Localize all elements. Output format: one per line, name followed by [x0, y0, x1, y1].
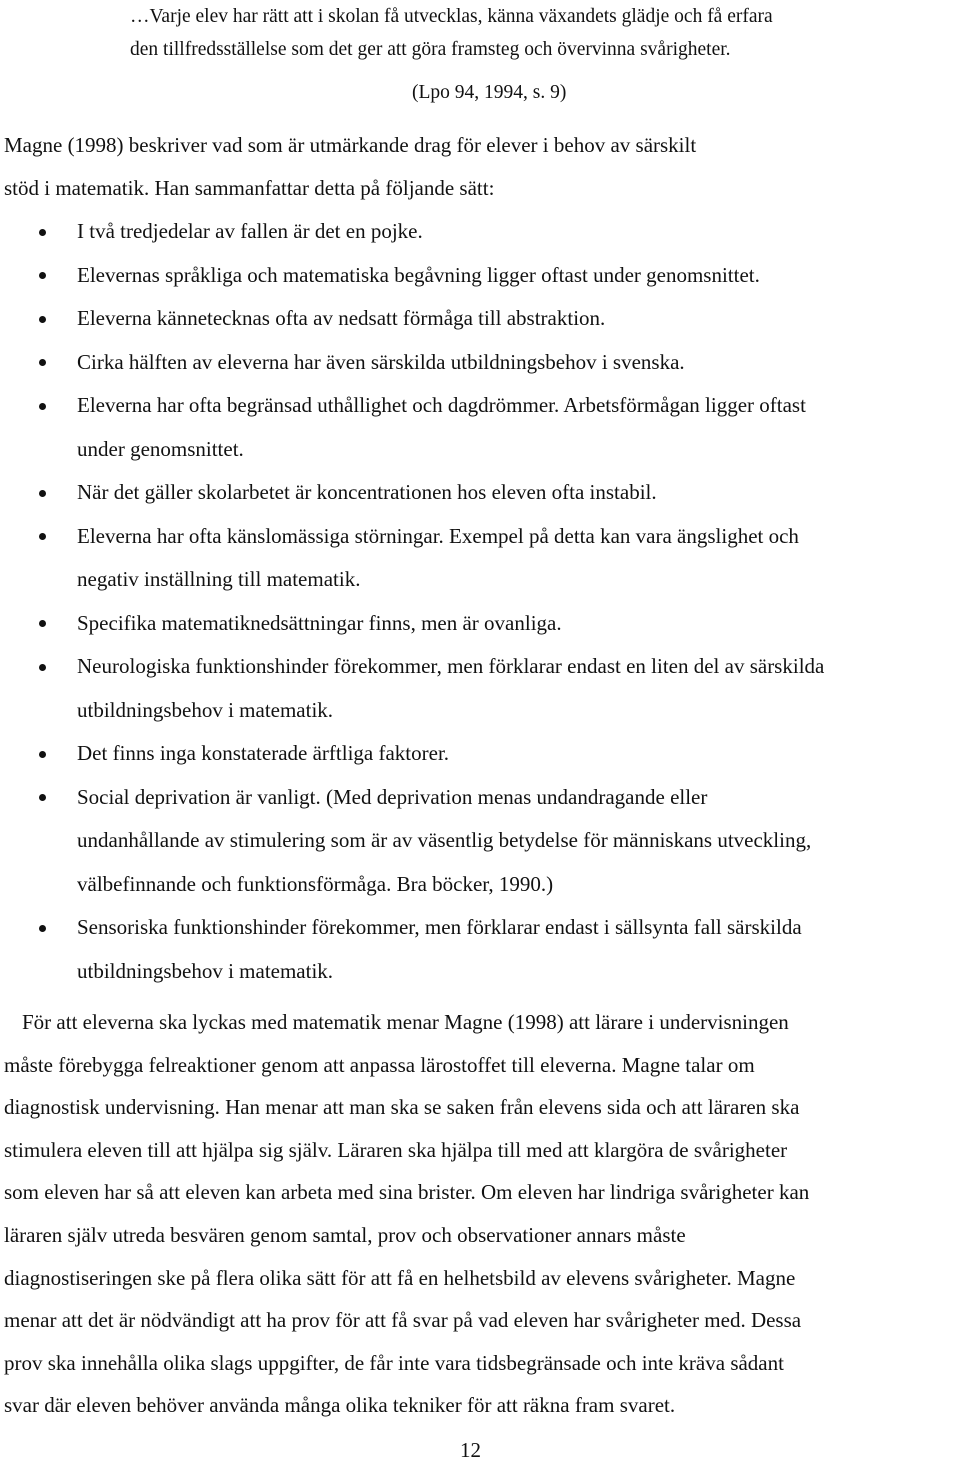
bullet-icon: [39, 533, 46, 540]
paragraph-line: läraren själv utreda besvären genom samtal, prov och observationer annars måste: [4, 1222, 686, 1247]
paragraph-line: För att eleverna ska lyckas med matematik menar Magne (1998) att lärare i undervisningen: [22, 1010, 789, 1034]
intro-line: stöd i matematik. Han sammanfattar detta på följande sätt:: [4, 175, 495, 200]
bullet-item: [0, 645, 960, 732]
bullet-text: Elevernas språkliga och matematiska begåvning ligger oftast under genomsnittet.: [77, 262, 760, 287]
bullet-icon: [39, 316, 46, 323]
bullet-icon: [39, 620, 46, 627]
bullet-item: [0, 297, 960, 341]
bullet-item: [0, 384, 960, 471]
bullet-text: undanhållande av stimulering som är av väsentlig betydelse för människans utveckling,: [77, 828, 812, 852]
bullet-text: negativ inställning till matematik.: [77, 567, 361, 591]
bullet-item: [0, 210, 960, 254]
quote-line: …Varje elev har rätt att i skolan få utvecklas, känna växandets glädje och få erfara: [130, 6, 773, 27]
intro-paragraph: [4, 124, 954, 209]
paragraph-line: prov ska innehålla olika slags uppgifter, de får inte vara tidsbegränsade och inte kräva sådant: [4, 1350, 784, 1375]
bullet-icon: [39, 751, 46, 758]
bullet-text: Neurologiska funktionshinder förekommer, men förklarar endast en liten del av särskilda: [77, 654, 825, 678]
bullet-item: [0, 341, 960, 385]
bullet-list: [0, 210, 960, 993]
bullet-text: Eleverna kännetecknas ofta av nedsatt förmåga till abstraktion.: [77, 306, 606, 330]
bullet-text: I två tredjedelar av fallen är det en pojke.: [77, 219, 423, 243]
bullet-icon: [39, 229, 46, 236]
bullet-text: När det gäller skolarbetet är koncentrationen hos eleven ofta instabil.: [77, 480, 657, 504]
body-paragraph: [4, 1001, 960, 1427]
bullet-text: utbildningsbehov i matematik.: [77, 697, 334, 722]
intro-line: Magne (1998) beskriver vad som är utmärkande drag för elever i behov av särskilt: [4, 133, 697, 157]
paragraph-line: måste förebygga felreaktioner genom att anpassa lärostoffet till eleverna. Magne talar om: [4, 1052, 755, 1077]
bullet-icon: [39, 794, 46, 801]
bullet-item: [0, 254, 960, 298]
bullet-icon: [39, 272, 46, 279]
bullet-icon: [39, 403, 46, 410]
bullet-item: [0, 602, 960, 646]
paragraph-line: svar där eleven behöver använda många olika tekniker för att räkna fram svaret.: [4, 1393, 676, 1418]
bullet-icon: [39, 490, 46, 497]
bullet-text: under genomsnittet.: [77, 436, 244, 461]
bullet-text: Det finns inga konstaterade ärftliga faktorer.: [77, 741, 450, 765]
page-number: 12: [460, 1438, 481, 1462]
bullet-item: [0, 906, 960, 993]
paragraph-line: diagnostisk undervisning. Han menar att man ska se saken från elevens sida och att läraren ska: [4, 1095, 800, 1120]
bullet-text: Eleverna har ofta begränsad uthållighet och dagdrömmer. Arbetsförmågan ligger oftast: [77, 393, 806, 417]
bullet-item: [0, 471, 960, 515]
paragraph-line: som eleven har så att eleven kan arbeta med sina brister. Om eleven har lindriga svårigheter kan: [4, 1180, 810, 1205]
bullet-text: Sensoriska funktionshinder förekommer, men förklarar endast i sällsynta fall särskilda: [77, 915, 802, 939]
bullet-text: Cirka hälften av eleverna har även särskilda utbildningsbehov i svenska.: [77, 349, 685, 374]
paragraph-line: diagnostiseringen ske på flera olika sätt för att få en helhetsbild av elevens svårigheter. Magne: [4, 1265, 796, 1290]
bullet-text: välbefinnande och funktionsförmåga. Bra böcker, 1990.): [77, 871, 554, 896]
block-quote: [130, 0, 890, 66]
quote-line: den tillfredsställelse som det ger att göra framsteg och övervinna svårigheter.: [130, 39, 731, 60]
bullet-icon: [39, 359, 46, 366]
bullet-icon: [39, 925, 46, 932]
paragraph-line: menar att det är nödvändigt att ha prov för att få svar på vad eleven har svårigheter med. Dessa: [4, 1308, 802, 1333]
bullet-item: [0, 515, 960, 602]
paragraph-line: stimulera eleven till att hjälpa sig själv. Läraren ska hjälpa till med att klargöra de svårigheter: [4, 1137, 788, 1162]
bullet-text: utbildningsbehov i matematik.: [77, 958, 334, 983]
quote-citation: (Lpo 94, 1994, s. 9): [412, 82, 567, 103]
bullet-item: [0, 776, 960, 907]
bullet-text: Eleverna har ofta känslomässiga störningar. Exempel på detta kan vara ängslighet och: [77, 523, 799, 548]
bullet-icon: [39, 664, 46, 671]
bullet-text: Social deprivation är vanligt. (Med deprivation menas undandragande eller: [77, 784, 708, 809]
bullet-item: [0, 732, 960, 776]
bullet-text: Specifika matematiknedsättningar finns, men är ovanliga.: [77, 610, 562, 635]
